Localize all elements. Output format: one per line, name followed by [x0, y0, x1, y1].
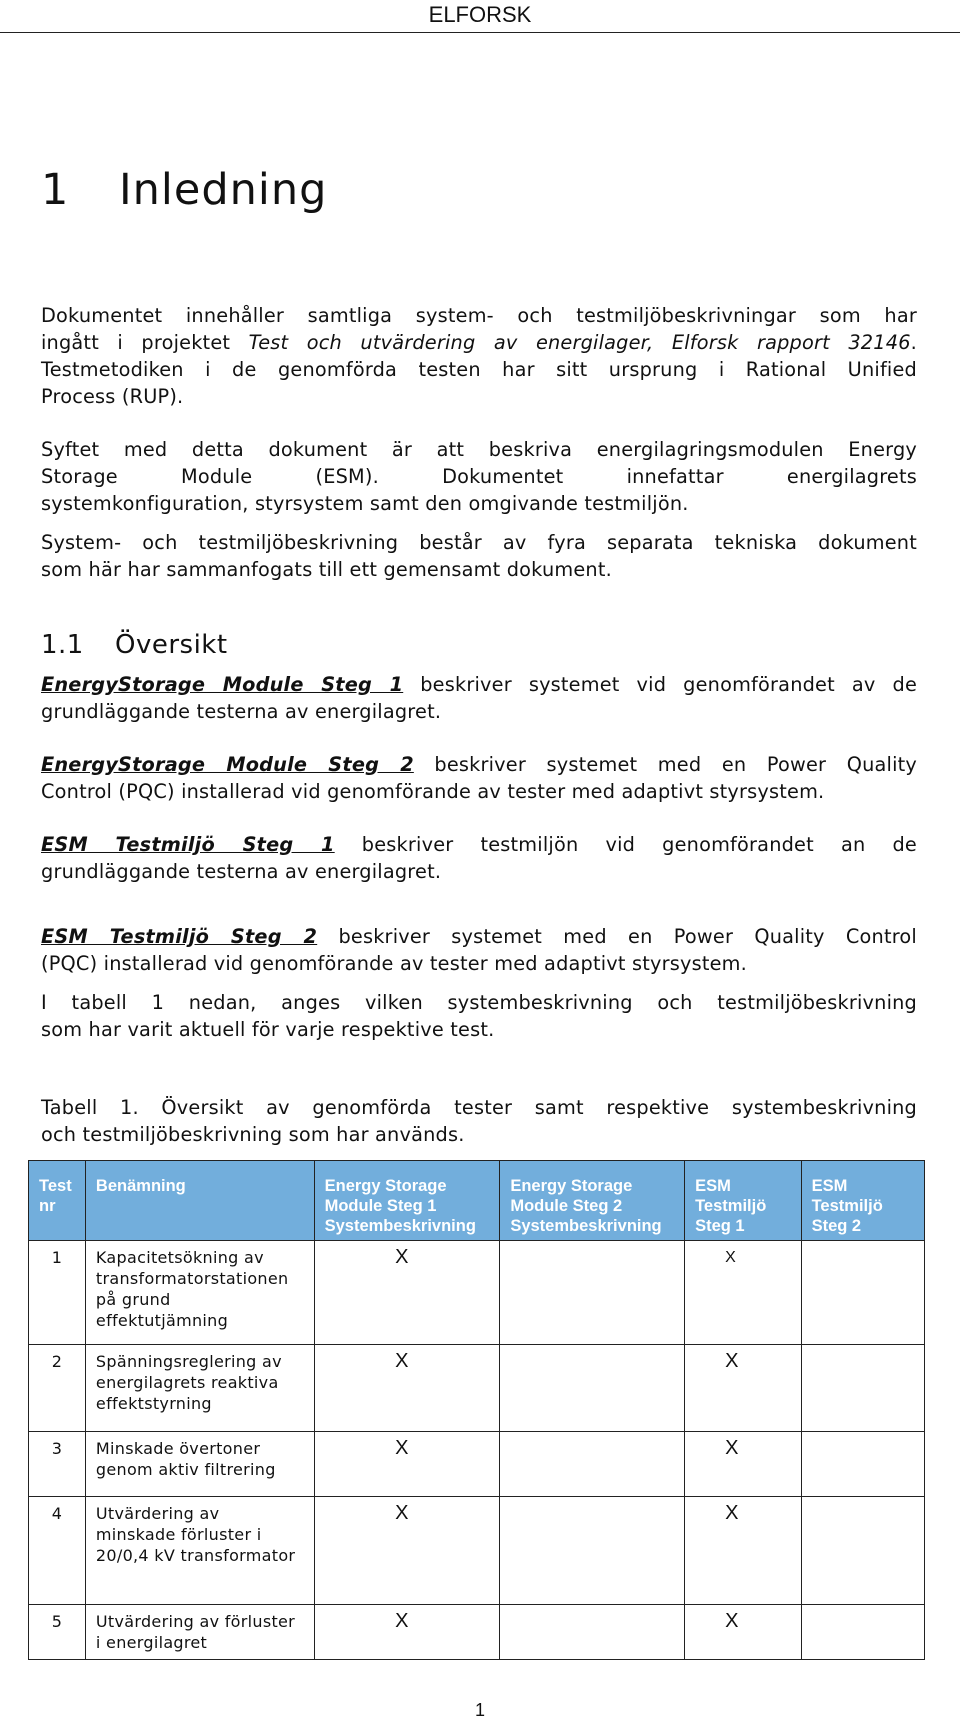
text-segment: beskriver systemet med en Power Quality [413, 753, 918, 776]
cell-test-nr: 2 [29, 1345, 86, 1432]
cell-mark: X [314, 1432, 500, 1497]
text-line: Testmetodiken i de genomförda testen har sitt ursprung i Rational Unified [41, 358, 917, 381]
cell-mark [500, 1241, 685, 1345]
cell-mark: X [314, 1241, 500, 1345]
text-line: Process (RUP). [41, 385, 184, 408]
cell-mark: X [685, 1497, 802, 1605]
header-rule [0, 32, 960, 33]
column-header: Test nr [29, 1161, 86, 1241]
text-line: grundläggande testerna av energilagret. [41, 860, 442, 883]
cell-mark: X [685, 1345, 802, 1432]
text-line: I tabell 1 nedan, anges vilken systembeskrivning och testmiljöbeskrivning [41, 991, 917, 1014]
text-segment: beskriver systemet med en Power Quality Control [317, 925, 917, 948]
text-segment: ingått i projektet [41, 331, 249, 354]
cell-mark: X [685, 1432, 802, 1497]
text-segment: beskriver systemet vid genomförandet av de [403, 673, 918, 696]
cell-mark [801, 1605, 924, 1660]
cell-mark: X [314, 1605, 500, 1660]
table-row [29, 1432, 925, 1497]
table-row [29, 1241, 925, 1345]
cell-mark: X [685, 1241, 802, 1345]
text-line [41, 751, 917, 778]
text-segment: beskriver testmiljön vid genomförandet an de [334, 833, 917, 856]
section-number: 1.1 [41, 630, 84, 660]
table-row [29, 1497, 925, 1605]
column-header: Energy Storage Module Steg 1 Systembeskrivning [314, 1161, 500, 1241]
cell-mark [500, 1605, 685, 1660]
cell-mark [801, 1497, 924, 1605]
cell-name: Minskade övertoner genom aktiv filtrering [85, 1432, 314, 1497]
chapter-title: Inledning [119, 165, 328, 215]
text-line [41, 671, 917, 698]
cell-mark [801, 1345, 924, 1432]
text-line: System- och testmiljöbeskrivning består av fyra separata tekniska dokument [41, 531, 917, 554]
document-reference: EnergyStorage Module Steg 2 [41, 753, 414, 776]
cell-name: Utvärdering av förluster i energilagret [85, 1605, 314, 1660]
table-row [29, 1605, 925, 1660]
intro-paragraph-1 [41, 302, 917, 410]
cell-test-nr: 4 [29, 1497, 86, 1605]
column-header: Benämning [85, 1161, 314, 1241]
section-title: Översikt [115, 630, 228, 660]
chapter-number: 1 [41, 165, 70, 215]
text-line: Storage Module (ESM). Dokumentet innefattar energilagrets [41, 465, 917, 488]
cell-mark: X [685, 1605, 802, 1660]
cell-name: Kapacitetsökning av transformatorstationen på grund effektutjämning [85, 1241, 314, 1345]
cell-mark [801, 1241, 924, 1345]
cell-name: Utvärdering av minskade förluster i 20/0,4 kV transformator [85, 1497, 314, 1605]
table-intro-paragraph [41, 989, 917, 1043]
text-line: Tabell 1. Översikt av genomförda tester samt respektive systembeskrivning [41, 1096, 917, 1119]
text-line: och testmiljöbeskrivning som har används. [41, 1123, 465, 1146]
text-line: som har varit aktuell för varje respektive test. [41, 1018, 495, 1041]
doc-description-2 [41, 751, 917, 805]
doc-description-4 [41, 923, 917, 977]
table-header-row [29, 1161, 925, 1241]
text-line: (PQC) installerad vid genomförande av tester med adaptivt styrsystem. [41, 952, 747, 975]
cell-mark [500, 1497, 685, 1605]
cell-mark: X [314, 1345, 500, 1432]
text-line: systemkonfiguration, styrsystem samt den omgivande testmiljön. [41, 492, 689, 515]
text-line [41, 329, 917, 356]
cell-mark: X [314, 1497, 500, 1605]
overview-table [28, 1160, 925, 1660]
section-heading [41, 630, 228, 660]
text-line: Control (PQC) installerad vid genomförande av tester med adaptivt styrsystem. [41, 780, 825, 803]
text-line: som här har sammanfogats till ett gemensamt dokument. [41, 558, 612, 581]
text-line: grundläggande testerna av energilagret. [41, 700, 442, 723]
cell-mark [500, 1345, 685, 1432]
text-line [41, 831, 917, 858]
cell-test-nr: 1 [29, 1241, 86, 1345]
cell-test-nr: 3 [29, 1432, 86, 1497]
page-number: 1 [474, 1700, 485, 1720]
text-line: Syftet med detta dokument är att beskriva energilagringsmodulen Energy [41, 438, 917, 461]
text-line [41, 923, 917, 950]
intro-paragraph-2 [41, 436, 917, 517]
text-line: Dokumentet innehåller samtliga system- och testmiljöbeskrivningar som har [41, 304, 917, 327]
document-reference: ESM Testmiljö Steg 2 [41, 925, 318, 948]
cell-test-nr: 5 [29, 1605, 86, 1660]
table-caption [41, 1094, 917, 1148]
cell-name: Spänningsreglering av energilagrets reaktiva effektstyrning [85, 1345, 314, 1432]
document-reference: ESM Testmiljö Steg 1 [41, 833, 335, 856]
running-header: ELFORSK [428, 2, 532, 27]
column-header: ESM Testmiljö Steg 1 [685, 1161, 802, 1241]
intro-paragraph-3 [41, 529, 917, 583]
column-header: ESM Testmiljö Steg 2 [801, 1161, 924, 1241]
document-reference: EnergyStorage Module Steg 1 [41, 673, 404, 696]
table-row [29, 1345, 925, 1432]
text-segment: . [910, 331, 918, 354]
cell-mark [801, 1432, 924, 1497]
column-header: Energy Storage Module Steg 2 Systembeskrivning [500, 1161, 685, 1241]
cell-mark [500, 1432, 685, 1497]
chapter-heading [41, 165, 327, 215]
report-reference: Test och utvärdering av energilager, Elforsk rapport 32146 [248, 331, 911, 354]
doc-description-1 [41, 671, 917, 725]
doc-description-3 [41, 831, 917, 885]
